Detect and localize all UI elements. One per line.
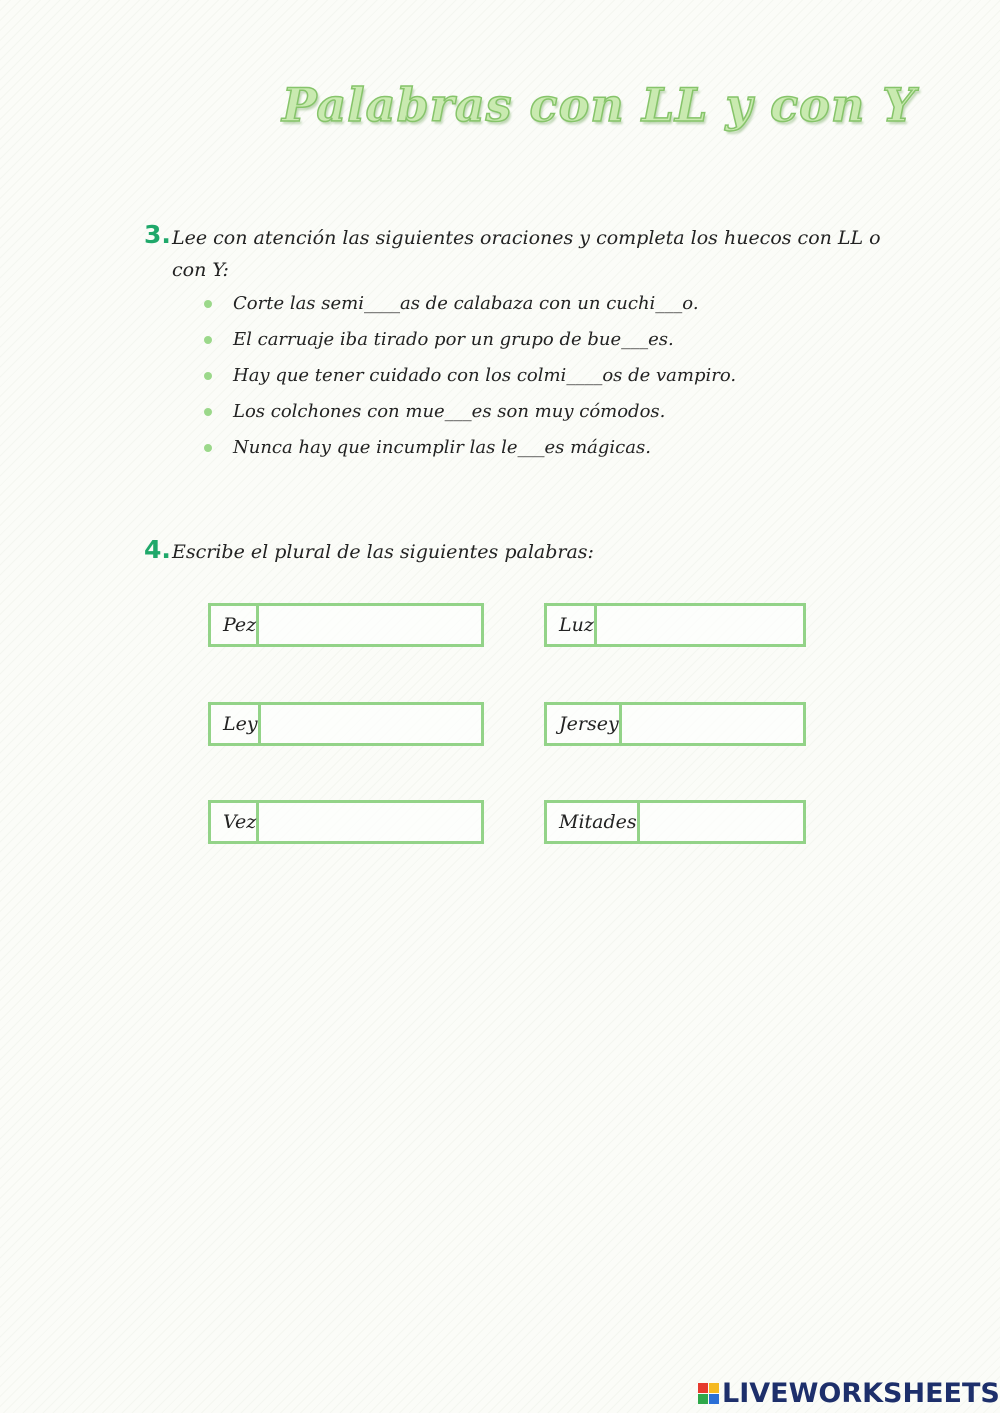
word-box-mitades	[544, 800, 806, 844]
section-4-instruction: Escribe el plural de las siguientes palabras:	[172, 541, 594, 563]
word-label: Luz	[547, 606, 597, 644]
bullet-icon	[204, 408, 212, 416]
section-3-number: 3.	[144, 220, 171, 249]
section-4-number: 4.	[144, 535, 171, 564]
bullet-icon	[204, 444, 212, 452]
word-box-jersey	[544, 702, 806, 746]
plural-answer-input[interactable]	[261, 705, 499, 745]
sentence-item	[200, 358, 736, 394]
sentence-item	[200, 394, 736, 430]
word-box-luz	[544, 603, 806, 647]
bullet-icon	[204, 336, 212, 344]
plural-answer-input[interactable]	[259, 606, 497, 646]
word-box-ley	[208, 702, 484, 746]
word-box-vez	[208, 800, 484, 844]
sentence-text[interactable]: Hay que tener cuidado con los colmi____os de vampiro.	[233, 365, 737, 386]
section-3-instruction-line1: Lee con atención las siguientes oraciones y completa los huecos con LL o	[172, 227, 881, 249]
sentence-text[interactable]: Nunca hay que incumplir las le___es mágicas.	[233, 437, 651, 458]
sentence-text[interactable]: El carruaje iba tirado por un grupo de bue___es.	[233, 329, 674, 350]
sentence-text[interactable]: Corte las semi____as de calabaza con un cuchi___o.	[233, 293, 699, 314]
logo-squares-icon	[698, 1383, 719, 1404]
worksheet-title: Palabras con LL y con Y	[282, 78, 917, 132]
plural-answer-input[interactable]	[597, 606, 835, 646]
sentence-item	[200, 430, 736, 466]
plural-answer-input[interactable]	[259, 803, 497, 843]
liveworksheets-logo[interactable]	[698, 1376, 1000, 1410]
logo-square	[698, 1383, 708, 1393]
word-box-pez	[208, 603, 484, 647]
logo-square	[709, 1383, 719, 1393]
word-label: Vez	[211, 803, 259, 841]
sentence-list	[200, 286, 736, 466]
plural-answer-input[interactable]	[622, 705, 860, 745]
sentence-text[interactable]: Los colchones con mue___es son muy cómodos.	[233, 401, 666, 422]
word-label: Jersey	[547, 705, 622, 743]
word-label: Mitades	[547, 803, 640, 841]
section-3-instruction-line2: con Y:	[172, 259, 229, 281]
bullet-icon	[204, 372, 212, 380]
logo-square	[709, 1394, 719, 1404]
bullet-icon	[204, 300, 212, 308]
plural-answer-input[interactable]	[640, 803, 878, 843]
word-label: Pez	[211, 606, 259, 644]
logo-square	[698, 1394, 708, 1404]
word-label: Ley	[211, 705, 261, 743]
sentence-item	[200, 286, 736, 322]
logo-text: LIVEWORKSHEETS	[722, 1377, 1000, 1409]
sentence-item	[200, 322, 736, 358]
